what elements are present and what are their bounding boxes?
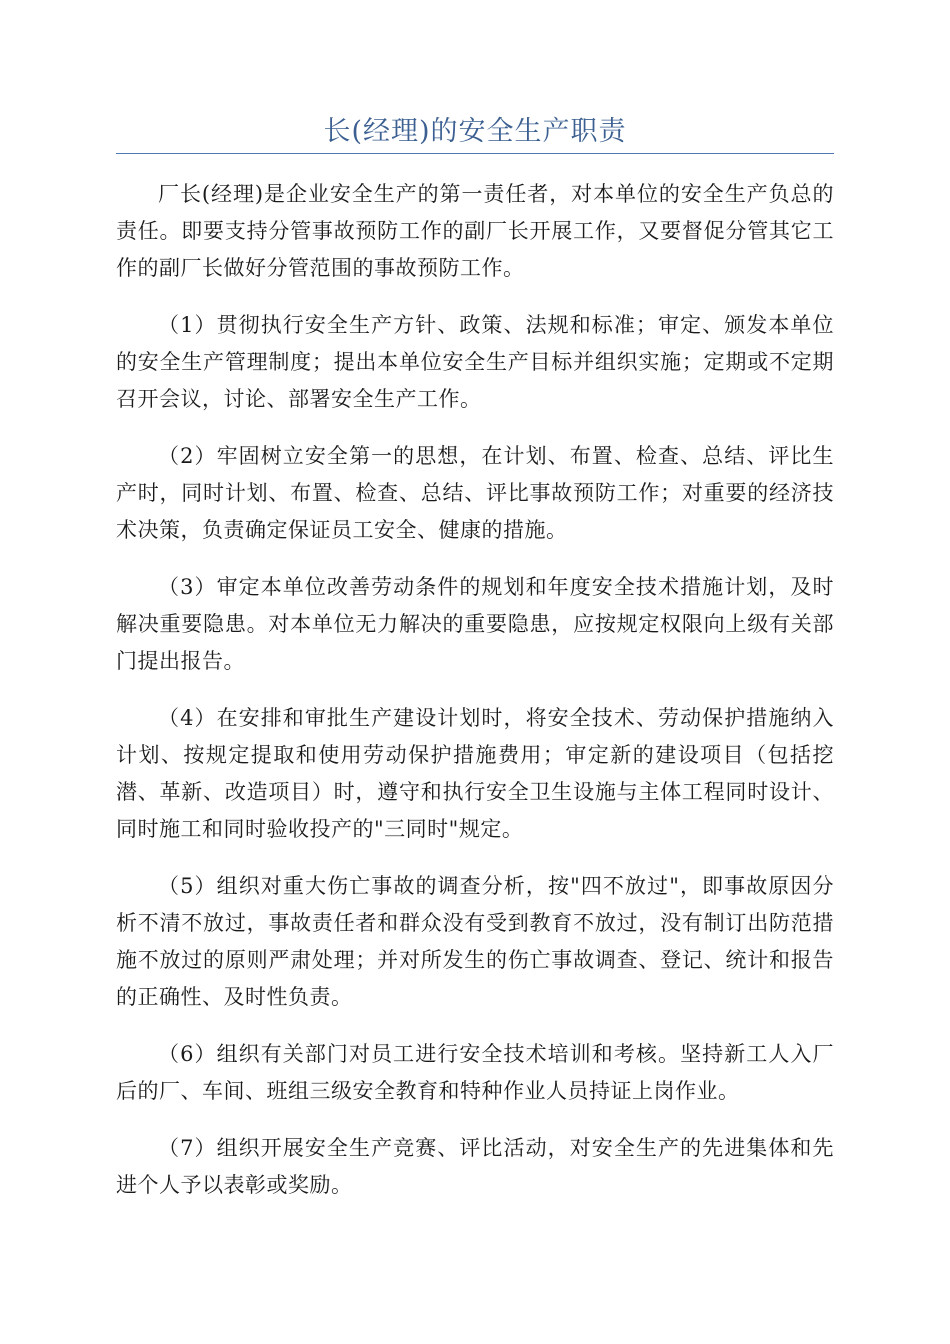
paragraph-item-2: （2）牢固树立安全第一的思想，在计划、布置、检查、总结、评比生产时，同时计划、布置、检查、总结、评比事故预防工作；对重要的经济技术决策，负责确定保证员工安全、健康的措施。 (116, 444, 834, 542)
paragraph-item-7: （7）组织开展安全生产竞赛、评比活动，对安全生产的先进集体和先进个人予以表彰或奖励。 (116, 1136, 834, 1197)
document-title: 长(经理)的安全生产职责 (323, 116, 627, 147)
paragraph-item-3: （3）审定本单位改善劳动条件的规划和年度安全技术措施计划，及时解决重要隐患。对本单位无力解决的重要隐患，应按规定权限向上级有关部门提出报告。 (116, 575, 834, 673)
paragraph-item-6: （6）组织有关部门对员工进行安全技术培训和考核。坚持新工人入厂后的厂、车间、班组三级安全教育和特种作业人员持证上岗作业。 (116, 1042, 834, 1103)
paragraph-item-4: （4）在安排和审批生产建设计划时，将安全技术、劳动保护措施纳入计划、按规定提取和使用劳动保护措施费用；审定新的建设项目（包括挖潜、革新、改造项目）时，遵守和执行安全卫生设施与主体工程同时设计、同时施工和同时验收投产的"三同时"规定。 (116, 706, 834, 841)
paragraph-item-1: （1）贯彻执行安全生产方针、政策、法规和标准；审定、颁发本单位的安全生产管理制度；提出本单位安全生产目标并组织实施；定期或不定期召开会议，讨论、部署安全生产工作。 (116, 313, 834, 411)
title-underline (116, 153, 834, 154)
document-body (116, 176, 834, 1224)
paragraph-intro: 厂长(经理)是企业安全生产的第一责任者，对本单位的安全生产负总的责任。即要支持分管事故预防工作的副厂长开展工作，又要督促分管其它工作的副厂长做好分管范围的事故预防工作。 (116, 182, 834, 280)
paragraph-item-5: （5）组织对重大伤亡事故的调查分析，按"四不放过"，即事故原因分析不清不放过，事故责任者和群众没有受到教育不放过，没有制订出防范措施不放过的原则严肃处理；并对所发生的伤亡事故调查、登记、统计和报告的正确性、及时性负责。 (116, 874, 834, 1009)
